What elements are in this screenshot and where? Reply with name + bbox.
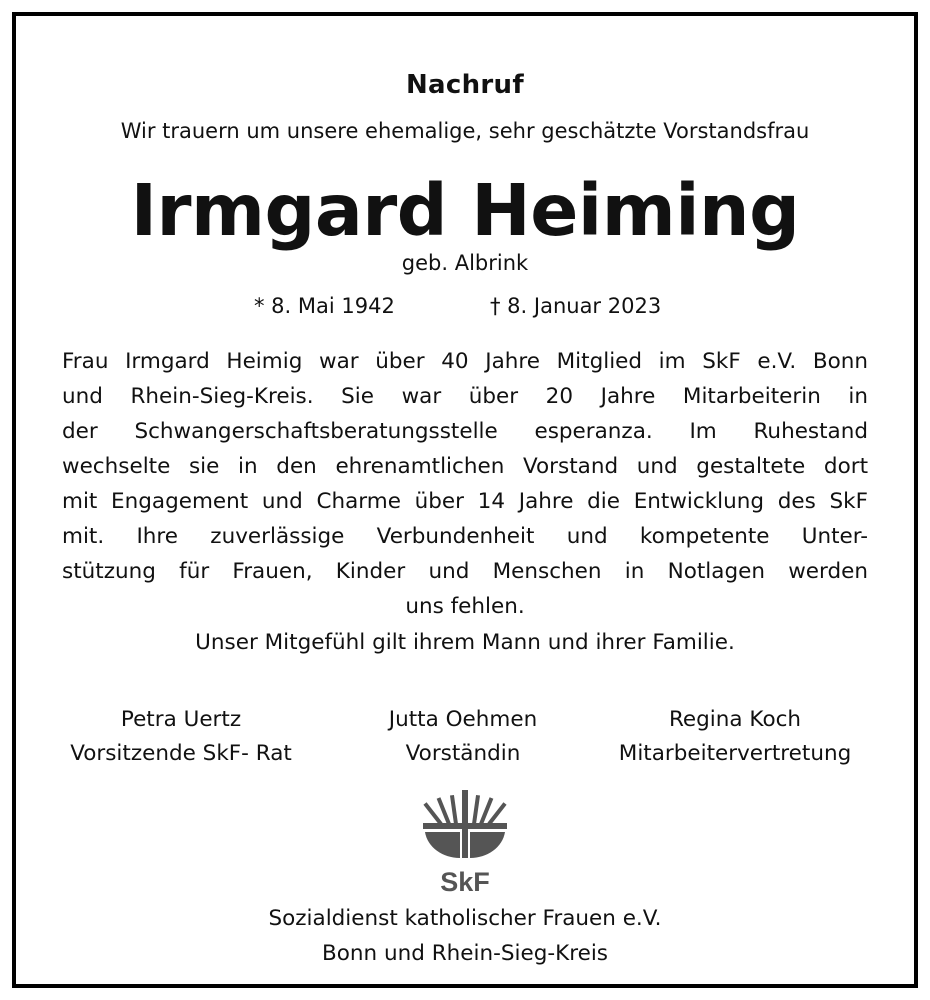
body-line: mit. Ihre zuverlässige Verbundenheit und kompetente Unter- (62, 524, 868, 549)
body-line: Frau Irmgard Heimig war über 40 Jahre Mitglied im SkF e.V. Bonn (62, 349, 868, 374)
body-line: uns fehlen. (405, 594, 525, 619)
closing-text: Unser Mitgefühl gilt ihrem Mann und ihrer Familie. (195, 630, 735, 655)
signatory-oehmen (313, 703, 613, 771)
logo-text: SkF (440, 867, 490, 894)
body-line: und Rhein-Sieg-Kreis. Sie war über 20 Jahre Mitarbeiterin in (62, 384, 868, 409)
signatory-role: Mitarbeitervertretung (618, 741, 852, 766)
organization-name: Sozialdienst katholischer Frauen e.V. (268, 906, 662, 931)
body-line: der Schwangerschaftsberatungsstelle esperanza. Im Ruhestand (62, 419, 868, 444)
signatory-koch (585, 703, 885, 771)
death-date: † 8. Januar 2023 (490, 294, 662, 318)
body-line: stützung für Frauen, Kinder und Menschen in Notlagen werden (62, 559, 868, 584)
skf-logo-icon (421, 790, 509, 894)
deceased-name: Irmgard Heiming (130, 169, 800, 252)
maiden-name: geb. Albrink (401, 251, 529, 275)
signatory-name: Petra Uertz (120, 707, 242, 732)
organization (0, 901, 930, 971)
body-line: wechselte sie in den ehrenamtlichen Vorstand und gestaltete dort (62, 454, 868, 479)
signatory-role: Vorsitzende SkF- Rat (70, 741, 292, 766)
organization-region: Bonn und Rhein-Sieg-Kreis (322, 941, 608, 966)
signatory-name: Regina Koch (668, 707, 802, 732)
signatory-role: Vorständin (405, 741, 521, 766)
body-line: mit Engagement und Charme über 14 Jahre die Entwicklung des SkF (62, 489, 868, 514)
signatory-name: Jutta Oehmen (388, 707, 538, 732)
intro-text: Wir trauern um unsere ehemalige, sehr geschätzte Vorstandsfrau (120, 119, 810, 143)
birth-date: * 8. Mai 1942 (254, 294, 395, 318)
heading: Nachruf (406, 70, 524, 100)
signatory-uertz (31, 703, 331, 771)
body-text (62, 344, 868, 624)
